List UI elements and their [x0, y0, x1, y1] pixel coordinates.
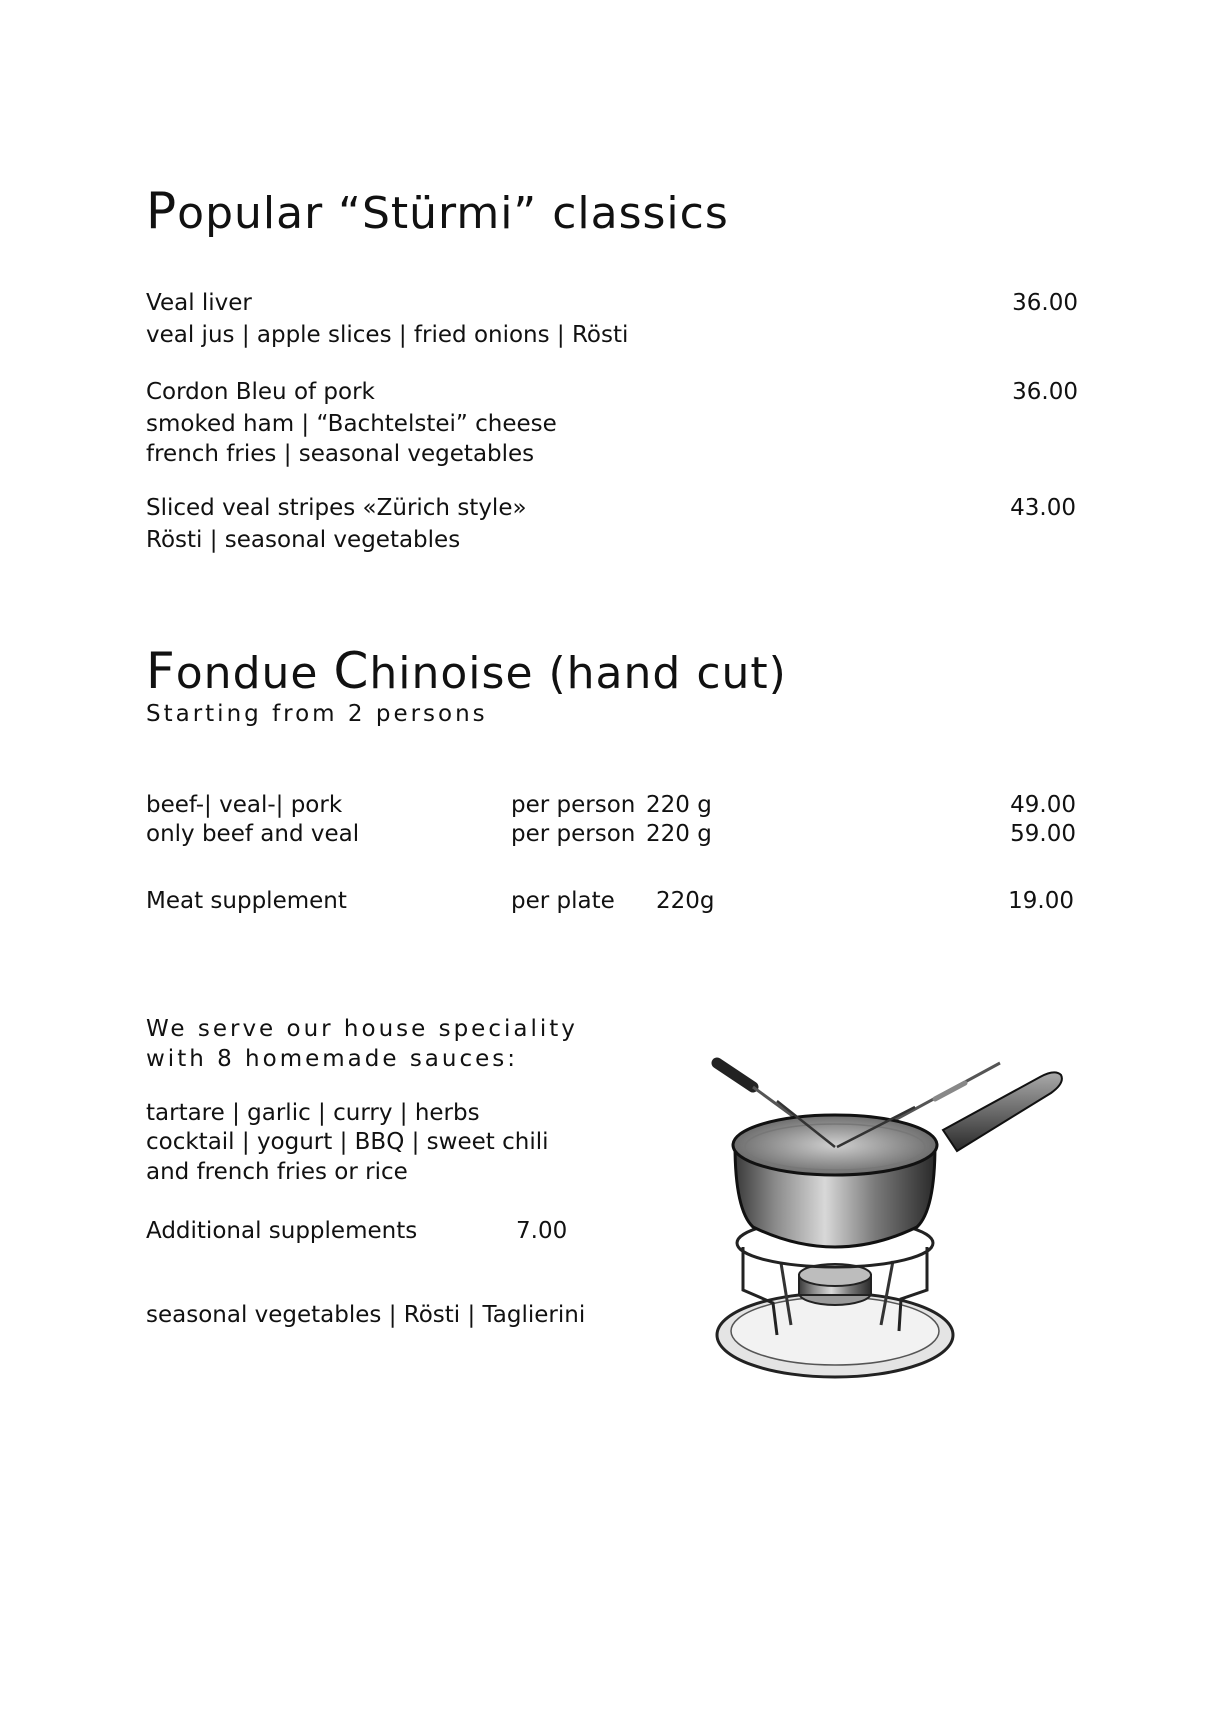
fondue-row-weight: 220 g: [646, 792, 712, 818]
classics-item-desc: Rösti | seasonal vegetables: [146, 527, 461, 553]
classics-item-desc: veal jus | apple slices | fried onions | Rösti: [146, 322, 629, 348]
fondue-row-weight: 220 g: [646, 821, 712, 847]
classics-title-initial: P: [146, 182, 178, 240]
additional-supplements-price: 7.00: [516, 1218, 568, 1244]
classics-item-price: 43.00: [1010, 495, 1076, 521]
fondue-title-initial: C: [333, 642, 370, 700]
fondue-title-part: ondue: [175, 648, 334, 699]
classics-item-price: 36.00: [1012, 379, 1078, 405]
sauces-list-line: and french fries or rice: [146, 1159, 408, 1185]
fondue-row-name: beef-| veal-| pork: [146, 792, 343, 818]
classics-title: [146, 182, 729, 240]
classics-item-desc: smoked ham | “Bachtelstei” cheese: [146, 411, 557, 437]
fondue-row-unit: per person: [511, 821, 636, 847]
classics-item-name: Sliced veal stripes «Zürich style»: [146, 495, 527, 521]
fondue-title: [146, 642, 787, 700]
classics-title-rest: opular “Stürmi” classics: [177, 188, 729, 239]
classics-item-name: Cordon Bleu of pork: [146, 379, 375, 405]
fondue-row-name: only beef and veal: [146, 821, 360, 847]
sides-line: seasonal vegetables | Rösti | Taglierini: [146, 1302, 586, 1328]
fondue-row-unit: per person: [511, 792, 636, 818]
fondue-row-name: Meat supplement: [146, 888, 347, 914]
sauces-intro-line: with 8 homemade sauces:: [146, 1046, 518, 1072]
classics-item-price: 36.00: [1012, 290, 1078, 316]
sauces-list-line: cocktail | yogurt | BBQ | sweet chili: [146, 1129, 549, 1155]
fondue-row-unit: per plate: [511, 888, 615, 914]
fondue-row-price: 19.00: [1008, 888, 1074, 914]
fondue-row-price: 49.00: [1010, 792, 1076, 818]
fondue-title-part: hinoise (hand cut): [369, 648, 787, 699]
classics-item-name: Veal liver: [146, 290, 252, 316]
fondue-pot-icon: [695, 1035, 1105, 1389]
sauces-list-line: tartare | garlic | curry | herbs: [146, 1100, 480, 1126]
sauces-intro-line: We serve our house speciality: [146, 1016, 578, 1042]
fondue-subtitle: Starting from 2 persons: [146, 701, 488, 727]
additional-supplements-label: Additional supplements: [146, 1218, 418, 1244]
fondue-row-price: 59.00: [1010, 821, 1076, 847]
fondue-title-initial: F: [146, 642, 176, 700]
classics-item-desc: french fries | seasonal vegetables: [146, 441, 535, 467]
fondue-row-weight: 220g: [656, 888, 715, 914]
